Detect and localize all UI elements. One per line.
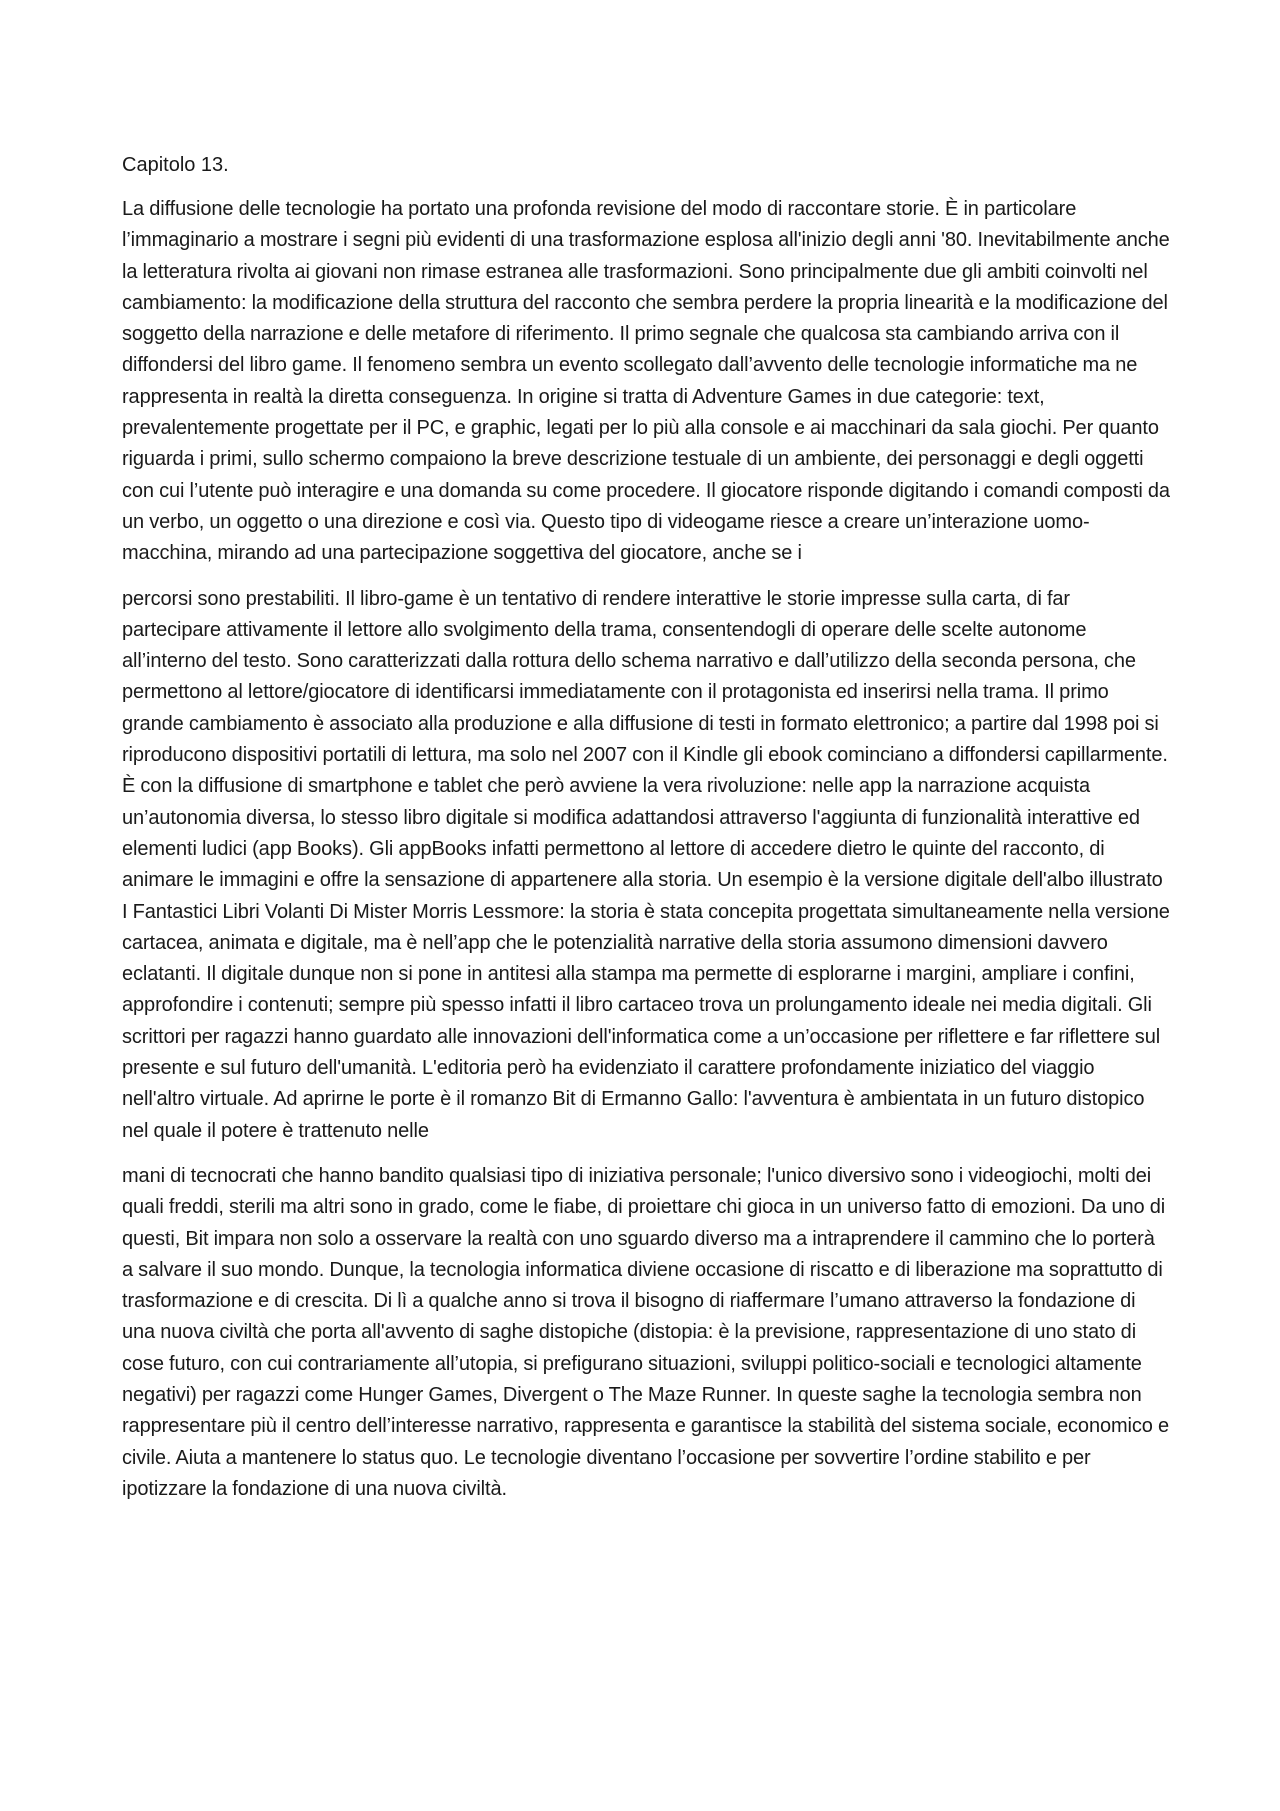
paragraph-1: La diffusione delle tecnologie ha portato una profonda revisione del modo di raccontare storie. È in particolare l’immaginario a mostrare i segni più evidenti di una trasformazione esplosa all'inizio degli anni '80. Inevitabilmente anche la letteratura rivolta ai giovani non rimase estranea alle trasformazioni. Sono principalmente due gli ambiti coinvolti nel cambiamento: la modificazione della struttura del racconto che sembra perdere la propria linearità e la modificazione del soggetto della narrazione e delle metafore di riferimento. Il primo segnale che qualcosa sta cambiando arriva con il diffondersi del libro game. Il fenomeno sembra un evento scollegato dall’avvento delle tecnologie informatiche ma ne rappresenta in realtà la diretta conseguenza. In origine si tratta di Adventure Games in due categorie: text, prevalentemente progettate per il PC, e graphic, legati per lo più alla console e ai macchinari da sala giochi. Per quanto riguarda i primi, sullo schermo compaiono la breve descrizione testuale di un ambiente, dei personaggi e degli oggetti con cui l’utente può interagire e una domanda su come procedere. Il giocatore risponde digitando i comandi composti da un verbo, un oggetto o una direzione e così via. Questo tipo di videogame riesce a creare un’interazione uomo- macchina, mirando ad una partecipazione soggettiva del giocatore, anche se i bbox=[122, 198, 1170, 565]
paragraph-2: percorsi sono prestabiliti. Il libro-game è un tentativo di rendere interattive le storie impresse sulla carta, di far partecipare attivamente il lettore allo svolgimento della trama, consentendogli di operare delle scelte autonome all’interno del testo. Sono caratterizzati dalla rottura dello schema narrativo e dall’utilizzo della seconda persona, che permettono al lettore/giocatore di identificarsi immediatamente con il protagonista ed inserirsi nella trama. Il primo grande cambiamento è associato alla produzione e alla diffusione di testi in formato elettronico; a partire dal 1998 poi si riproducono dispositivi portatili di lettura, ma solo nel 2007 con il Kindle gli ebook cominciano a diffondersi capillarmente. È con la diffusione di smartphone e tablet che però avviene la vera rivoluzione: nelle app la narrazione acquista un’autonomia diversa, lo stesso libro digitale si modifica adattandosi attraverso l'aggiunta di funzionalità interattive ed elementi ludici (app Books). Gli appBooks infatti permettono al lettore di accedere dietro le quinte del racconto, di animare le immagini e offre la sensazione di appartenere alla storia. Un esempio è la versione digitale dell'albo illustrato I Fantastici Libri Volanti Di Mister Morris Lessmore: la storia è stata concepita progettata simultaneamente nella versione cartacea, animata e digitale, ma è nell’app che le potenzialità narrative della storia assumono dimensioni davvero eclatanti. Il digitale dunque non si pone in antitesi alla stampa ma permette di esplorarne i margini, ampliare i confini, approfondire i contenuti; sempre più spesso infatti il libro cartaceo trova un prolungamento ideale nei media digitali. Gli scrittori per ragazzi hanno guardato alle innovazioni dell'informatica come a un’occasione per riflettere e far riflettere sul presente e sul futuro dell'umanità. L'editoria però ha evidenziato il carattere profondamente iniziatico del viaggio nell'altro virtuale. Ad aprirne le porte è il romanzo Bit di Ermanno Gallo: l'avventura è ambientata in un futuro distopico nel quale il potere è trattenuto nelle bbox=[122, 587, 1170, 1142]
document-page bbox=[122, 150, 1170, 1519]
chapter-title: Capitolo 13. bbox=[122, 154, 229, 176]
paragraph-3: mani di tecnocrati che hanno bandito qualsiasi tipo di iniziativa personale; l'unico diversivo sono i videogiochi, molti dei quali freddi, sterili ma altri sono in grado, come le fiabe, di proiettare chi gioca in un universo fatto di emozioni. Da uno di questi, Bit impara non solo a osservare la realtà con uno sguardo diverso ma a intraprendere il cammino che lo porterà a salvare il suo mondo. Dunque, la tecnologia informatica diviene occasione di riscatto e di liberazione ma soprattutto di trasformazione e di crescita. Di lì a qualche anno si trova il bisogno di riaffermare l’umano attraverso la fondazione di una nuova civiltà che porta all'avvento di saghe distopiche (distopia: è la previsione, rappresentazione di uno stato di cose futuro, con cui contrariamente all’utopia, si prefigurano situazioni, sviluppi politico-sociali e tecnologici altamente negativi) per ragazzi come Hunger Games, Divergent o The Maze Runner. In queste saghe la tecnologia sembra non rappresentare più il centro dell’interesse narrativo, rappresenta e garantisce la stabilità del sistema sociale, economico e civile. Aiuta a mantenere lo status quo. Le tecnologie diventano l’occasione per sovvertire l’ordine stabilito e per ipotizzare la fondazione di una nuova civiltà. bbox=[122, 1164, 1169, 1500]
